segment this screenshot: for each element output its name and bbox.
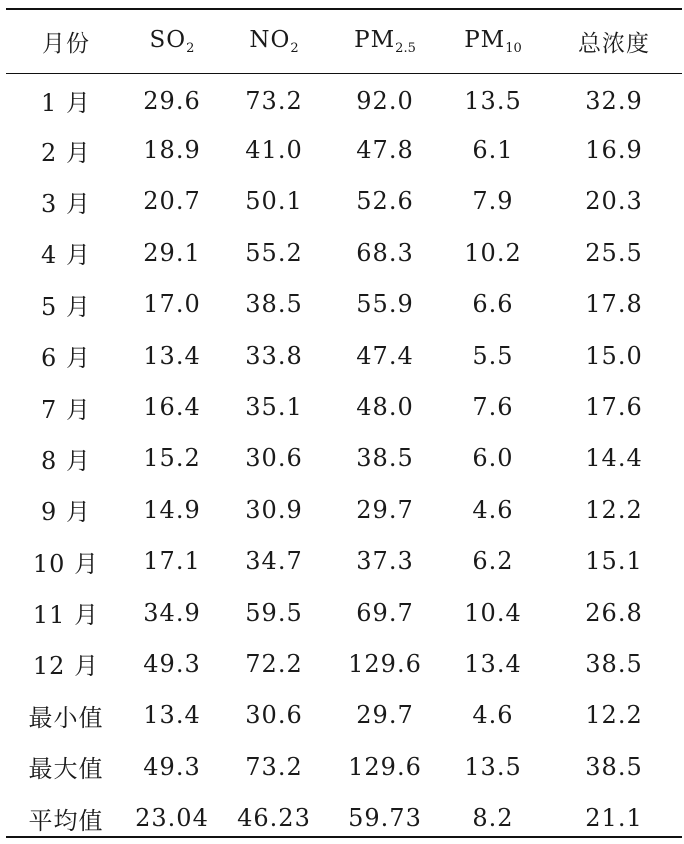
pm25-cell: 129.6 (348, 752, 422, 781)
total-cell: 25.5 (585, 238, 643, 267)
table-header (6, 10, 682, 73)
header-row (6, 10, 682, 73)
no2-cell: 34.7 (245, 547, 303, 576)
pm25-cell: 52.6 (356, 187, 414, 216)
so2-cell: 23.04 (135, 804, 209, 833)
so2-cell: 13.4 (143, 341, 201, 370)
month-cell: 11 月 (32, 601, 100, 630)
pm25-cell: 29.7 (356, 495, 414, 524)
pm10-cell: 10.2 (464, 238, 522, 267)
month-cell: 7 月 (41, 395, 91, 424)
no2-cell: 72.2 (245, 649, 303, 678)
pm10-cell: 8.2 (472, 804, 514, 833)
month-cell: 4 月 (41, 241, 91, 270)
no2-cell: 59.5 (245, 598, 303, 627)
no2-cell: 41.0 (245, 136, 303, 165)
pm10-cell: 13.5 (464, 86, 522, 115)
table-row (6, 792, 682, 843)
total-cell: 15.0 (585, 341, 643, 370)
month-cell: 6 月 (41, 344, 91, 373)
pm25-cell: 129.6 (348, 649, 422, 678)
total-cell: 17.6 (585, 393, 643, 422)
so2-cell: 49.3 (143, 649, 201, 678)
so2-cell: 14.9 (143, 495, 201, 524)
so2-cell: 29.6 (143, 86, 201, 115)
no2-cell: 30.6 (245, 701, 303, 730)
pm25-cell: 37.3 (356, 547, 414, 576)
so2-cell: 17.0 (143, 290, 201, 319)
table-row (6, 381, 682, 432)
header-pm10: $PM_{10}$ (464, 27, 522, 56)
pm25-cell: 92.0 (356, 86, 414, 115)
header-so2: $SO_2$ (149, 27, 195, 56)
pm25-cell: 29.7 (356, 701, 414, 730)
total-cell: 15.1 (585, 547, 643, 576)
pm25-cell: 68.3 (356, 238, 414, 267)
pm25-cell: 38.5 (356, 444, 414, 473)
pm10-cell: 6.2 (472, 547, 514, 576)
total-cell: 17.8 (585, 290, 643, 319)
table-row (6, 536, 682, 587)
total-cell: 21.1 (585, 804, 643, 833)
table-row (6, 741, 682, 792)
month-cell: 5 月 (41, 292, 91, 321)
so2-cell: 29.1 (143, 238, 201, 267)
table-row (6, 690, 682, 741)
table-row (6, 279, 682, 330)
month-cell: 最小值 (28, 703, 104, 732)
header-total-concentration: 总浓度 (578, 31, 650, 57)
table-row (6, 124, 682, 175)
pm10-cell: 10.4 (464, 598, 522, 627)
table-row (6, 638, 682, 689)
so2-cell: 16.4 (143, 393, 201, 422)
pm10-cell: 6.6 (472, 290, 514, 319)
table-row (6, 433, 682, 484)
table-row (6, 330, 682, 381)
so2-cell: 49.3 (143, 752, 201, 781)
month-cell: 平均值 (28, 806, 104, 835)
pm10-cell: 7.6 (472, 393, 514, 422)
total-cell: 26.8 (585, 598, 643, 627)
no2-cell: 73.2 (245, 86, 303, 115)
no2-cell: 30.6 (245, 444, 303, 473)
pm10-cell: 13.5 (464, 752, 522, 781)
so2-cell: 18.9 (143, 136, 201, 165)
pm10-cell: 7.9 (472, 187, 514, 216)
month-cell: 9 月 (41, 498, 91, 527)
no2-cell: 46.23 (237, 804, 311, 833)
pollutant-table (6, 10, 682, 844)
total-cell: 12.2 (585, 701, 643, 730)
so2-cell: 13.4 (143, 701, 201, 730)
table-row (6, 484, 682, 535)
pm10-cell: 4.6 (472, 701, 514, 730)
no2-cell: 38.5 (245, 290, 303, 319)
pm10-cell: 6.1 (472, 136, 514, 165)
table-row (6, 227, 682, 278)
pm25-cell: 47.8 (356, 136, 414, 165)
month-cell: 3 月 (41, 189, 91, 218)
total-cell: 38.5 (585, 649, 643, 678)
so2-cell: 17.1 (143, 547, 201, 576)
no2-cell: 73.2 (245, 752, 303, 781)
no2-cell: 50.1 (245, 187, 303, 216)
so2-cell: 15.2 (143, 444, 201, 473)
no2-cell: 55.2 (245, 238, 303, 267)
table-row (6, 73, 682, 124)
total-cell: 12.2 (585, 495, 643, 524)
month-cell: 最大值 (28, 755, 104, 784)
no2-cell: 30.9 (245, 495, 303, 524)
header-month: 月份 (42, 31, 90, 57)
total-cell: 20.3 (585, 187, 643, 216)
header-pm25: $PM_{2.5}$ (354, 27, 416, 56)
pm10-cell: 6.0 (472, 444, 514, 473)
pm25-cell: 47.4 (356, 341, 414, 370)
month-cell: 8 月 (41, 446, 91, 475)
pm25-cell: 48.0 (356, 393, 414, 422)
no2-cell: 35.1 (245, 393, 303, 422)
so2-cell: 34.9 (143, 598, 201, 627)
pm10-cell: 13.4 (464, 649, 522, 678)
month-cell: 1 月 (41, 89, 91, 118)
total-cell: 38.5 (585, 752, 643, 781)
month-cell: 12 月 (32, 652, 100, 681)
data-table-container (6, 8, 682, 838)
month-cell: 2 月 (41, 138, 91, 167)
month-cell: 10 月 (32, 549, 100, 578)
so2-cell: 20.7 (143, 187, 201, 216)
total-cell: 16.9 (585, 136, 643, 165)
table-body (6, 73, 682, 844)
pm10-cell: 5.5 (472, 341, 514, 370)
total-cell: 32.9 (585, 86, 643, 115)
table-row (6, 587, 682, 638)
total-cell: 14.4 (585, 444, 643, 473)
no2-cell: 33.8 (245, 341, 303, 370)
pm25-cell: 69.7 (356, 598, 414, 627)
pm25-cell: 55.9 (356, 290, 414, 319)
pm10-cell: 4.6 (472, 495, 514, 524)
pm25-cell: 59.73 (348, 804, 422, 833)
header-no2: $NO_2$ (249, 27, 299, 56)
table-row (6, 176, 682, 227)
